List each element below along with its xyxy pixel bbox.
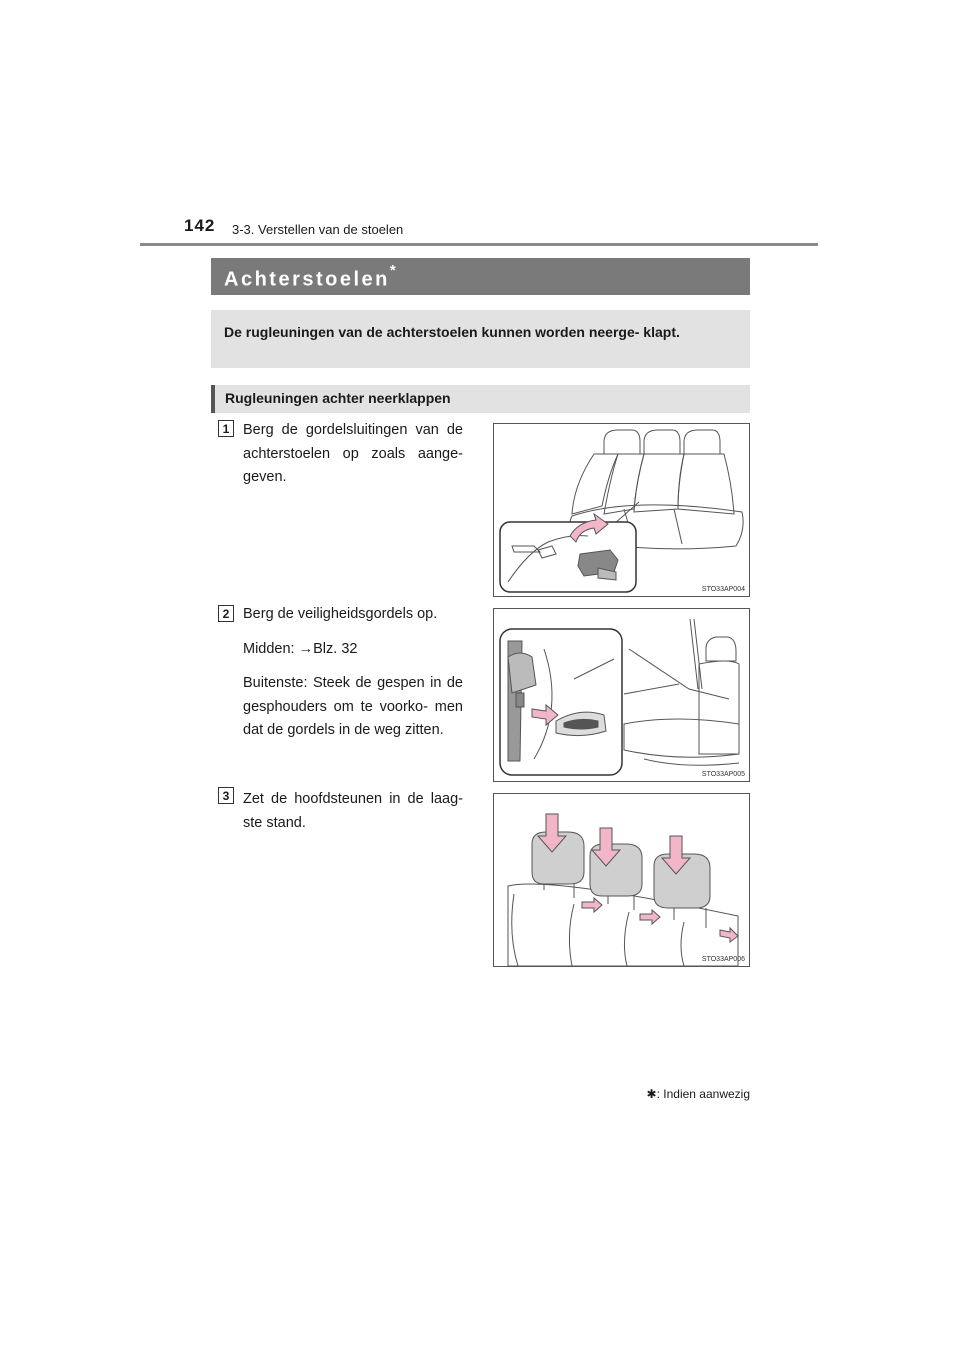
figure-seatbelt-buckles [493, 423, 750, 597]
headrest-lower-illustration [494, 794, 749, 966]
figure-stow-seatbelts [493, 608, 750, 782]
step-text-3 [243, 788, 463, 846]
header-rule [140, 243, 818, 246]
optional-mark: * [389, 262, 399, 279]
page-number: 142 [184, 216, 216, 235]
step-2-paragraph-2: Midden: →Blz. 32 [243, 640, 358, 657]
step-text-2 [243, 603, 463, 754]
step-number-3: 3 [218, 787, 234, 804]
step-2-paragraph-3: Buitenste: Steek de gespen in de gesphouders om te voorko- men dat de gordels in de weg zitten. [243, 675, 463, 738]
seatbelt-stow-illustration [494, 609, 749, 781]
figure-code-3: STO33AP006 [701, 956, 745, 963]
step-1-paragraph: Berg de gordelsluitingen van de achterstoelen op zoals aange- geven. [243, 422, 463, 485]
intro-box: De rugleuningen van de achterstoelen kunnen worden neerge- klapt. [211, 310, 750, 368]
step-number-2: 2 [218, 605, 234, 622]
figure-lower-headrests [493, 793, 750, 967]
step-number-1: 1 [218, 420, 234, 437]
section-title: Achterstoelen [224, 268, 390, 291]
section-title-bar [211, 258, 750, 295]
step-text-1 [243, 419, 463, 501]
step-2-paragraph-1: Berg de veiligheidsgordels op. [243, 606, 438, 622]
footnote: ✱: Indien aanwezig [646, 1087, 750, 1101]
section-reference: 3-3. Verstellen van de stoelen [232, 222, 404, 237]
figure-code-1: STO33AP004 [701, 586, 745, 593]
subheading: Rugleuningen achter neerklappen [211, 385, 750, 413]
figure-code-2: STO33AP005 [701, 771, 745, 778]
rear-seat-buckle-illustration [494, 424, 749, 596]
step-3-paragraph: Zet de hoofdsteunen in de laag- ste stand. [243, 791, 463, 831]
